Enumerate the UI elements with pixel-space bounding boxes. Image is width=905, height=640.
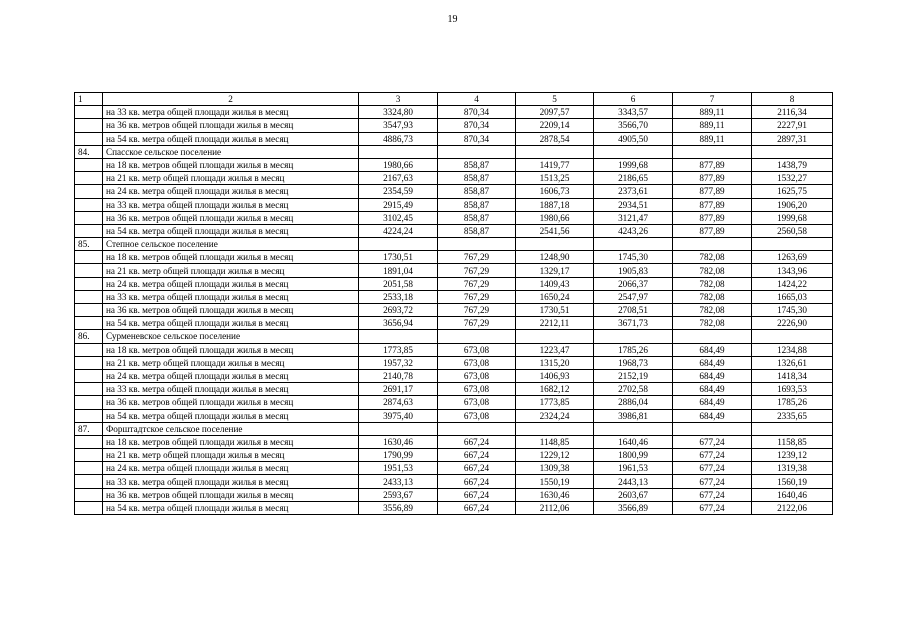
- value-cell: 2051,58: [359, 277, 438, 290]
- value-cell: 1773,85: [516, 396, 594, 409]
- value-cell: 4905,50: [594, 132, 673, 145]
- row-label-cell: на 18 кв. метров общей площади жилья в месяц: [103, 435, 359, 448]
- value-cell: 2443,13: [594, 475, 673, 488]
- header-cell: 5: [516, 93, 594, 106]
- value-cell: 1630,46: [359, 435, 438, 448]
- value-cell: 1326,61: [752, 356, 833, 369]
- value-cell: 889,11: [673, 119, 752, 132]
- value-cell: 782,08: [673, 264, 752, 277]
- value-cell: 2603,67: [594, 488, 673, 501]
- value-cell: [438, 422, 516, 435]
- value-cell: 673,08: [438, 383, 516, 396]
- value-cell: 1640,46: [594, 435, 673, 448]
- row-label-cell: на 36 кв. метров общей площади жилья в месяц: [103, 119, 359, 132]
- value-cell: 2122,06: [752, 501, 833, 514]
- value-cell: 3324,80: [359, 106, 438, 119]
- row-number-cell: [75, 172, 103, 185]
- value-cell: 684,49: [673, 369, 752, 382]
- table-row: [75, 211, 833, 224]
- table-row: [75, 501, 833, 514]
- value-cell: 1745,30: [594, 251, 673, 264]
- value-cell: 877,89: [673, 198, 752, 211]
- row-label-cell: на 24 кв. метра общей площади жилья в месяц: [103, 462, 359, 475]
- row-label-cell: на 33 кв. метра общей площади жилья в месяц: [103, 475, 359, 488]
- value-cell: 1790,99: [359, 449, 438, 462]
- row-label-cell: на 18 кв. метров общей площади жилья в месяц: [103, 158, 359, 171]
- value-cell: 767,29: [438, 317, 516, 330]
- value-cell: 1438,79: [752, 158, 833, 171]
- value-cell: 677,24: [673, 435, 752, 448]
- table-row: [75, 317, 833, 330]
- value-cell: 889,11: [673, 132, 752, 145]
- value-cell: 1560,19: [752, 475, 833, 488]
- row-number-cell: [75, 356, 103, 369]
- value-cell: 2593,67: [359, 488, 438, 501]
- value-cell: 877,89: [673, 224, 752, 237]
- value-cell: 782,08: [673, 290, 752, 303]
- table-row: [75, 106, 833, 119]
- value-cell: 767,29: [438, 290, 516, 303]
- row-number-cell: 86.: [75, 330, 103, 343]
- value-cell: 667,24: [438, 501, 516, 514]
- table-row: [75, 277, 833, 290]
- value-cell: 1957,32: [359, 356, 438, 369]
- row-number-cell: [75, 224, 103, 237]
- row-label-cell: на 33 кв. метра общей площади жилья в месяц: [103, 383, 359, 396]
- value-cell: 3656,94: [359, 317, 438, 330]
- value-cell: 858,87: [438, 198, 516, 211]
- value-cell: [516, 330, 594, 343]
- value-cell: 1329,17: [516, 264, 594, 277]
- value-cell: 1891,04: [359, 264, 438, 277]
- value-cell: 858,87: [438, 211, 516, 224]
- value-cell: 2335,65: [752, 409, 833, 422]
- value-cell: [516, 145, 594, 158]
- value-cell: 1550,19: [516, 475, 594, 488]
- page-number: 19: [447, 14, 458, 25]
- table-row: [75, 475, 833, 488]
- row-number-cell: [75, 343, 103, 356]
- value-cell: 2112,06: [516, 501, 594, 514]
- row-label-cell: на 36 кв. метров общей площади жилья в месяц: [103, 304, 359, 317]
- value-cell: 1980,66: [516, 211, 594, 224]
- value-cell: 2354,59: [359, 185, 438, 198]
- value-cell: 673,08: [438, 409, 516, 422]
- settlement-name-cell: Спасское сельское поселение: [103, 145, 359, 158]
- header-cell: 2: [103, 93, 359, 106]
- value-cell: 1315,20: [516, 356, 594, 369]
- value-cell: [359, 422, 438, 435]
- value-cell: [594, 145, 673, 158]
- value-cell: 3671,73: [594, 317, 673, 330]
- value-cell: 2874,63: [359, 396, 438, 409]
- value-cell: 2066,37: [594, 277, 673, 290]
- value-cell: 3121,47: [594, 211, 673, 224]
- value-cell: 2533,18: [359, 290, 438, 303]
- table-row: [75, 198, 833, 211]
- table-row: [75, 158, 833, 171]
- value-cell: 1419,77: [516, 158, 594, 171]
- row-number-cell: [75, 290, 103, 303]
- value-cell: 1951,53: [359, 462, 438, 475]
- row-number-cell: [75, 396, 103, 409]
- value-cell: [359, 238, 438, 251]
- value-cell: 684,49: [673, 409, 752, 422]
- value-cell: 2324,24: [516, 409, 594, 422]
- value-cell: 673,08: [438, 369, 516, 382]
- value-cell: 767,29: [438, 251, 516, 264]
- header-cell: 1: [75, 93, 103, 106]
- value-cell: 1968,73: [594, 356, 673, 369]
- row-number-cell: [75, 383, 103, 396]
- value-cell: 889,11: [673, 106, 752, 119]
- table-row: [75, 264, 833, 277]
- section-row: [75, 238, 833, 251]
- row-label-cell: на 21 кв. метр общей площади жилья в месяц: [103, 449, 359, 462]
- row-number-cell: [75, 198, 103, 211]
- settlement-name-cell: Степное сельское поселение: [103, 238, 359, 251]
- value-cell: [752, 422, 833, 435]
- value-cell: 3986,81: [594, 409, 673, 422]
- value-cell: [594, 238, 673, 251]
- row-number-cell: 85.: [75, 238, 103, 251]
- value-cell: [752, 238, 833, 251]
- table-header-row: [75, 93, 833, 106]
- table-row: [75, 185, 833, 198]
- value-cell: 2186,65: [594, 172, 673, 185]
- header-cell: 7: [673, 93, 752, 106]
- value-cell: 1418,34: [752, 369, 833, 382]
- value-cell: 677,24: [673, 488, 752, 501]
- value-cell: [752, 145, 833, 158]
- value-cell: 2167,63: [359, 172, 438, 185]
- value-cell: 2212,11: [516, 317, 594, 330]
- row-label-cell: на 54 кв. метра общей площади жилья в месяц: [103, 501, 359, 514]
- value-cell: [516, 422, 594, 435]
- value-cell: 677,24: [673, 475, 752, 488]
- value-cell: 4243,26: [594, 224, 673, 237]
- value-cell: [594, 422, 673, 435]
- value-cell: 2152,19: [594, 369, 673, 382]
- value-cell: 877,89: [673, 158, 752, 171]
- value-cell: 858,87: [438, 158, 516, 171]
- value-cell: 767,29: [438, 304, 516, 317]
- value-cell: 673,08: [438, 356, 516, 369]
- row-number-cell: 84.: [75, 145, 103, 158]
- table-row: [75, 290, 833, 303]
- row-label-cell: на 36 кв. метров общей площади жилья в месяц: [103, 211, 359, 224]
- value-cell: 858,87: [438, 185, 516, 198]
- row-label-cell: на 54 кв. метра общей площади жилья в месяц: [103, 317, 359, 330]
- row-number-cell: [75, 277, 103, 290]
- value-cell: 1785,26: [594, 343, 673, 356]
- row-number-cell: [75, 369, 103, 382]
- row-number-cell: [75, 317, 103, 330]
- row-number-cell: [75, 475, 103, 488]
- value-cell: 1650,24: [516, 290, 594, 303]
- value-cell: 1905,83: [594, 264, 673, 277]
- value-cell: 1887,18: [516, 198, 594, 211]
- value-cell: 2116,34: [752, 106, 833, 119]
- value-cell: 1630,46: [516, 488, 594, 501]
- value-cell: [594, 330, 673, 343]
- value-cell: 1532,27: [752, 172, 833, 185]
- row-label-cell: на 24 кв. метра общей площади жилья в месяц: [103, 277, 359, 290]
- tariff-table: [74, 92, 833, 515]
- row-number-cell: [75, 409, 103, 422]
- value-cell: 2373,61: [594, 185, 673, 198]
- value-cell: 3975,40: [359, 409, 438, 422]
- header-cell: 8: [752, 93, 833, 106]
- value-cell: 4224,24: [359, 224, 438, 237]
- value-cell: 1745,30: [752, 304, 833, 317]
- value-cell: 782,08: [673, 277, 752, 290]
- row-label-cell: на 18 кв. метров общей площади жилья в месяц: [103, 251, 359, 264]
- row-label-cell: на 21 кв. метр общей площади жилья в месяц: [103, 264, 359, 277]
- value-cell: 1773,85: [359, 343, 438, 356]
- value-cell: 1665,03: [752, 290, 833, 303]
- value-cell: 767,29: [438, 264, 516, 277]
- value-cell: 684,49: [673, 383, 752, 396]
- table-body: [75, 93, 833, 515]
- value-cell: 870,34: [438, 119, 516, 132]
- row-number-cell: [75, 106, 103, 119]
- value-cell: 673,08: [438, 343, 516, 356]
- row-number-cell: [75, 304, 103, 317]
- value-cell: 2226,90: [752, 317, 833, 330]
- value-cell: 3102,45: [359, 211, 438, 224]
- value-cell: 782,08: [673, 304, 752, 317]
- table-row: [75, 449, 833, 462]
- table-row: [75, 343, 833, 356]
- value-cell: 1625,75: [752, 185, 833, 198]
- row-label-cell: на 36 кв. метров общей площади жилья в месяц: [103, 488, 359, 501]
- value-cell: 782,08: [673, 317, 752, 330]
- table-row: [75, 132, 833, 145]
- row-number-cell: [75, 462, 103, 475]
- value-cell: 3343,57: [594, 106, 673, 119]
- value-cell: 1309,38: [516, 462, 594, 475]
- value-cell: 1229,12: [516, 449, 594, 462]
- value-cell: 1640,46: [752, 488, 833, 501]
- row-label-cell: на 24 кв. метра общей площади жилья в месяц: [103, 185, 359, 198]
- table-row: [75, 119, 833, 132]
- value-cell: [673, 238, 752, 251]
- table-row: [75, 251, 833, 264]
- value-cell: 3556,89: [359, 501, 438, 514]
- row-label-cell: на 36 кв. метров общей площади жилья в месяц: [103, 396, 359, 409]
- table-row: [75, 304, 833, 317]
- value-cell: 3547,93: [359, 119, 438, 132]
- value-cell: 667,24: [438, 462, 516, 475]
- row-number-cell: 87.: [75, 422, 103, 435]
- value-cell: 2915,49: [359, 198, 438, 211]
- value-cell: 2934,51: [594, 198, 673, 211]
- value-cell: 1999,68: [594, 158, 673, 171]
- value-cell: 1906,20: [752, 198, 833, 211]
- row-label-cell: на 33 кв. метра общей площади жилья в месяц: [103, 198, 359, 211]
- row-number-cell: [75, 501, 103, 514]
- value-cell: 1961,53: [594, 462, 673, 475]
- row-number-cell: [75, 132, 103, 145]
- value-cell: 1406,93: [516, 369, 594, 382]
- value-cell: [752, 330, 833, 343]
- row-label-cell: на 33 кв. метра общей площади жилья в месяц: [103, 106, 359, 119]
- header-cell: 4: [438, 93, 516, 106]
- header-cell: 6: [594, 93, 673, 106]
- table-row: [75, 488, 833, 501]
- row-label-cell: на 54 кв. метра общей площади жилья в месяц: [103, 224, 359, 237]
- value-cell: 1693,53: [752, 383, 833, 396]
- table-row: [75, 172, 833, 185]
- value-cell: 684,49: [673, 356, 752, 369]
- value-cell: 2708,51: [594, 304, 673, 317]
- value-cell: 1606,73: [516, 185, 594, 198]
- value-cell: 673,08: [438, 396, 516, 409]
- section-row: [75, 330, 833, 343]
- row-label-cell: на 21 кв. метр общей площади жилья в месяц: [103, 356, 359, 369]
- row-number-cell: [75, 435, 103, 448]
- table-row: [75, 356, 833, 369]
- value-cell: 1223,47: [516, 343, 594, 356]
- row-number-cell: [75, 449, 103, 462]
- value-cell: 667,24: [438, 449, 516, 462]
- value-cell: 2541,56: [516, 224, 594, 237]
- value-cell: 1148,85: [516, 435, 594, 448]
- value-cell: [438, 330, 516, 343]
- table-row: [75, 396, 833, 409]
- table-row: [75, 383, 833, 396]
- value-cell: 870,34: [438, 132, 516, 145]
- value-cell: 1239,12: [752, 449, 833, 462]
- value-cell: 1730,51: [359, 251, 438, 264]
- row-number-cell: [75, 251, 103, 264]
- value-cell: 677,24: [673, 449, 752, 462]
- value-cell: [438, 238, 516, 251]
- row-number-cell: [75, 185, 103, 198]
- value-cell: 782,08: [673, 251, 752, 264]
- row-label-cell: на 24 кв. метра общей площади жилья в месяц: [103, 369, 359, 382]
- value-cell: [438, 145, 516, 158]
- table-row: [75, 224, 833, 237]
- value-cell: [359, 330, 438, 343]
- value-cell: [359, 145, 438, 158]
- value-cell: 2097,57: [516, 106, 594, 119]
- value-cell: 2691,17: [359, 383, 438, 396]
- section-row: [75, 422, 833, 435]
- row-number-cell: [75, 488, 103, 501]
- value-cell: [516, 238, 594, 251]
- value-cell: 667,24: [438, 435, 516, 448]
- value-cell: 684,49: [673, 396, 752, 409]
- value-cell: 2560,58: [752, 224, 833, 237]
- row-number-cell: [75, 211, 103, 224]
- value-cell: 1248,90: [516, 251, 594, 264]
- value-cell: 2140,78: [359, 369, 438, 382]
- value-cell: 2433,13: [359, 475, 438, 488]
- row-number-cell: [75, 119, 103, 132]
- table-row: [75, 435, 833, 448]
- table-row: [75, 369, 833, 382]
- value-cell: 2227,91: [752, 119, 833, 132]
- value-cell: 2897,31: [752, 132, 833, 145]
- value-cell: 667,24: [438, 488, 516, 501]
- value-cell: 1730,51: [516, 304, 594, 317]
- table-row: [75, 462, 833, 475]
- row-label-cell: на 33 кв. метра общей площади жилья в месяц: [103, 290, 359, 303]
- value-cell: [673, 330, 752, 343]
- settlement-name-cell: Сурменевское сельское поселение: [103, 330, 359, 343]
- value-cell: 877,89: [673, 185, 752, 198]
- value-cell: 870,34: [438, 106, 516, 119]
- value-cell: [673, 422, 752, 435]
- row-number-cell: [75, 158, 103, 171]
- value-cell: 2886,04: [594, 396, 673, 409]
- value-cell: 667,24: [438, 475, 516, 488]
- value-cell: 1682,12: [516, 383, 594, 396]
- value-cell: 1263,69: [752, 251, 833, 264]
- value-cell: 2878,54: [516, 132, 594, 145]
- value-cell: 2693,72: [359, 304, 438, 317]
- header-cell: 3: [359, 93, 438, 106]
- value-cell: 767,29: [438, 277, 516, 290]
- value-cell: 677,24: [673, 462, 752, 475]
- table-row: [75, 409, 833, 422]
- value-cell: 858,87: [438, 224, 516, 237]
- value-cell: 1424,22: [752, 277, 833, 290]
- value-cell: 1513,25: [516, 172, 594, 185]
- value-cell: 1980,66: [359, 158, 438, 171]
- value-cell: 877,89: [673, 172, 752, 185]
- value-cell: 1785,26: [752, 396, 833, 409]
- value-cell: 1234,88: [752, 343, 833, 356]
- row-label-cell: на 18 кв. метров общей площади жилья в месяц: [103, 343, 359, 356]
- value-cell: 2702,58: [594, 383, 673, 396]
- value-cell: 1800,99: [594, 449, 673, 462]
- row-number-cell: [75, 264, 103, 277]
- settlement-name-cell: Форштадтское сельское поселение: [103, 422, 359, 435]
- value-cell: 3566,70: [594, 119, 673, 132]
- value-cell: 1319,38: [752, 462, 833, 475]
- value-cell: 684,49: [673, 343, 752, 356]
- value-cell: 858,87: [438, 172, 516, 185]
- value-cell: 3566,89: [594, 501, 673, 514]
- row-label-cell: на 54 кв. метра общей площади жилья в месяц: [103, 132, 359, 145]
- value-cell: 2547,97: [594, 290, 673, 303]
- row-label-cell: на 54 кв. метра общей площади жилья в месяц: [103, 409, 359, 422]
- value-cell: 1999,68: [752, 211, 833, 224]
- value-cell: 877,89: [673, 211, 752, 224]
- value-cell: 1158,85: [752, 435, 833, 448]
- value-cell: 1409,43: [516, 277, 594, 290]
- value-cell: 4886,73: [359, 132, 438, 145]
- value-cell: 2209,14: [516, 119, 594, 132]
- value-cell: 1343,96: [752, 264, 833, 277]
- value-cell: 677,24: [673, 501, 752, 514]
- section-row: [75, 145, 833, 158]
- row-label-cell: на 21 кв. метр общей площади жилья в месяц: [103, 172, 359, 185]
- value-cell: [673, 145, 752, 158]
